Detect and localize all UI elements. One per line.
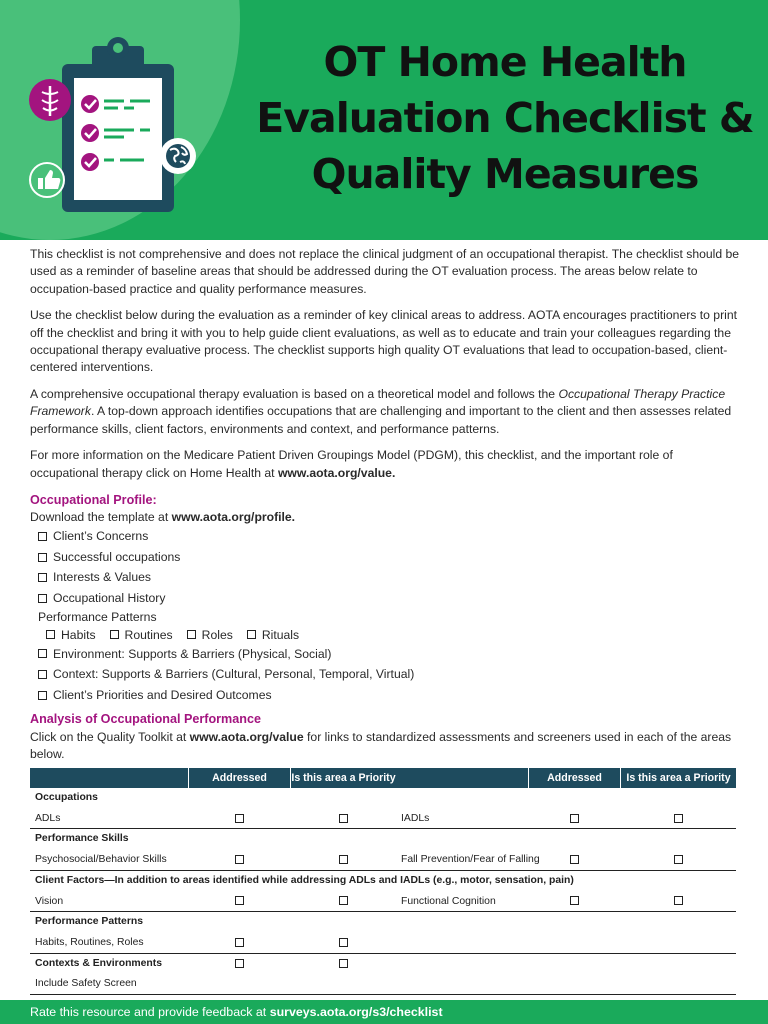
- performance-patterns-label: Performance Patterns: [38, 609, 157, 624]
- priority-cell: [290, 896, 396, 907]
- table-row: [30, 954, 736, 974]
- addressed-cell: [188, 813, 290, 824]
- checkbox[interactable]: [674, 855, 683, 864]
- footer-band: [0, 1000, 768, 1024]
- checkbox[interactable]: [235, 814, 244, 823]
- table-row: [30, 974, 736, 994]
- addressed-cell: [188, 958, 290, 969]
- priority-cell: [290, 937, 396, 948]
- framework-title: Occupational Therapy Practice Framework: [30, 387, 726, 419]
- section-title: Client Factors—In addition to areas identified while addressing ADLs and IADLs (e.g., motor, sensation, pain): [35, 874, 574, 886]
- checklist-label: Context: Supports & Barriers (Cultural, Personal, Temporal, Virtual): [53, 667, 415, 682]
- checklist-item[interactable]: [38, 567, 740, 588]
- checkbox[interactable]: [339, 959, 348, 968]
- checklist-item[interactable]: [38, 664, 740, 685]
- table-section: [30, 871, 736, 912]
- addressed-cell: [188, 896, 290, 907]
- profile-checklist: [38, 526, 740, 608]
- checkbox[interactable]: [339, 896, 348, 905]
- checkbox[interactable]: [110, 630, 119, 639]
- value-link[interactable]: www.aota.org/value.: [277, 465, 396, 480]
- header-illustration: [0, 0, 240, 240]
- title-line: Quality Measures: [311, 150, 699, 198]
- checklist-item[interactable]: [38, 644, 740, 665]
- column-header: Addressed: [188, 768, 290, 788]
- text: For more information on the Medicare Patient Driven Groupings Model (PDGM), this checklist, and the important role of occupational therapy click on Home Health at: [30, 448, 673, 480]
- checkbox[interactable]: [674, 814, 683, 823]
- profile-download: [30, 509, 740, 526]
- addressed-cell: [188, 854, 290, 865]
- checklist-item[interactable]: [38, 685, 740, 706]
- table-row: [30, 850, 736, 870]
- checklist-label: Environment: Supports & Barriers (Physical, Social): [53, 646, 332, 661]
- text: Click on the Quality Toolkit at: [30, 729, 190, 744]
- table-section: [30, 954, 736, 995]
- addressed-cell: [528, 896, 620, 907]
- checkbox[interactable]: [235, 855, 244, 864]
- table-row: [30, 808, 736, 828]
- evaluation-table: [30, 768, 736, 995]
- caduceus-icon: [29, 79, 71, 121]
- footer-text: Rate this resource and provide feedback at: [30, 1005, 270, 1019]
- text: Download the template at: [30, 509, 172, 524]
- globe-icon: [160, 138, 196, 174]
- toolkit-link[interactable]: www.aota.org/value: [189, 729, 304, 744]
- checkbox[interactable]: [38, 649, 47, 658]
- addressed-cell: [188, 937, 290, 948]
- priority-cell: [290, 958, 396, 969]
- checkmark-icon: [81, 95, 99, 171]
- pattern-label: Roles: [201, 627, 233, 642]
- section-title: Contexts & Environments: [35, 958, 163, 970]
- page-title: [250, 34, 760, 202]
- survey-link[interactable]: surveys.aota.org/s3/checklist: [269, 1005, 443, 1019]
- text: A comprehensive occupational therapy evaluation is based on a theoretical model and follows the: [30, 387, 559, 402]
- checklist-label: Occupational History: [53, 590, 166, 605]
- priority-cell: [620, 854, 736, 865]
- section-title: Performance Skills: [35, 833, 129, 845]
- profile-heading: Occupational Profile:: [30, 492, 157, 507]
- header-band: [0, 0, 768, 240]
- table-row: [30, 932, 736, 952]
- main-content: [30, 246, 740, 763]
- checkbox[interactable]: [38, 670, 47, 679]
- row-label: Psychosocial/Behavior Skills: [35, 854, 167, 866]
- table-section: [30, 788, 736, 829]
- priority-cell: [620, 896, 736, 907]
- row-label: Include Safety Screen: [35, 978, 137, 990]
- checkbox[interactable]: [38, 691, 47, 700]
- thumbs-up-icon: [30, 163, 64, 197]
- checkbox[interactable]: [235, 896, 244, 905]
- pattern-label: Habits: [61, 627, 96, 642]
- checkbox[interactable]: [38, 553, 47, 562]
- row-label: IADLs: [401, 812, 430, 824]
- checkbox[interactable]: [38, 532, 47, 541]
- pattern-option[interactable]: [247, 626, 299, 644]
- checklist-item[interactable]: [38, 547, 740, 568]
- checklist-label: Successful occupations: [53, 549, 181, 564]
- title-line: OT Home Health: [323, 38, 687, 86]
- column-header: [30, 768, 188, 788]
- title-line: Evaluation Checklist &: [256, 94, 754, 142]
- section-title: Performance Patterns: [35, 916, 143, 928]
- checklist-label: Interests & Values: [53, 570, 151, 585]
- intro-paragraph: Use the checklist below during the evaluation as a reminder of key clinical areas to address. AOTA encourages practitioners to print off the checklist and bring it with you to help guide client evaluations, as well as to educate and train your colleagues regarding the occupational therapy evaluative process. The checklist supports high quality OT evaluations that lead to occupation-based, client-centered interventions.: [30, 308, 738, 375]
- addressed-cell: [528, 813, 620, 824]
- profile-link[interactable]: www.aota.org/profile.: [171, 509, 296, 524]
- analysis-heading: Analysis of Occupational Performance: [30, 712, 261, 727]
- intro-paragraph: [30, 447, 740, 482]
- intro-paragraph: This checklist is not comprehensive and does not replace the clinical judgment of an occupational therapist. The checklist should be used as a reminder of baseline areas that should be addressed during the OT evaluation process. The areas below relate to occupation-based practice and quality performance measures.: [30, 247, 740, 296]
- checkbox[interactable]: [339, 814, 348, 823]
- pattern-option[interactable]: [46, 626, 96, 644]
- row-label: Functional Cognition: [401, 895, 496, 907]
- addressed-cell: [528, 854, 620, 865]
- intro-paragraph: [30, 386, 740, 438]
- checklist-item[interactable]: [38, 526, 740, 547]
- checkbox[interactable]: [570, 814, 579, 823]
- checkbox[interactable]: [235, 938, 244, 947]
- performance-patterns-options: [46, 626, 740, 644]
- checkbox[interactable]: [339, 938, 348, 947]
- pattern-label: Routines: [124, 627, 173, 642]
- column-header: Is this area a Priority: [290, 768, 396, 788]
- column-header: [396, 768, 528, 788]
- column-header: Is this area a Priority: [620, 768, 736, 788]
- checkbox[interactable]: [187, 630, 196, 639]
- analysis-text: [30, 729, 740, 764]
- pattern-option[interactable]: [187, 626, 233, 644]
- row-label: Habits, Routines, Roles: [35, 936, 144, 948]
- checkbox[interactable]: [235, 959, 244, 968]
- checkbox[interactable]: [339, 855, 348, 864]
- table-section: [30, 912, 736, 953]
- pattern-label: Rituals: [261, 627, 300, 642]
- checklist-label: Client’s Concerns: [53, 529, 149, 544]
- checkbox[interactable]: [570, 855, 579, 864]
- column-header: Addressed: [528, 768, 620, 788]
- checkbox[interactable]: [247, 630, 256, 639]
- priority-cell: [290, 813, 396, 824]
- row-label: Vision: [35, 895, 64, 907]
- priority-cell: [290, 854, 396, 865]
- table-row: [30, 891, 736, 911]
- profile-checklist-2: [38, 644, 740, 706]
- pattern-option[interactable]: [110, 626, 173, 644]
- text: for links to standardized assessments and screeners used in each of the areas below.: [30, 729, 732, 761]
- checkbox[interactable]: [38, 594, 47, 603]
- table-header: [30, 768, 736, 788]
- clipboard-icon: [62, 37, 174, 212]
- checkbox[interactable]: [674, 896, 683, 905]
- checkbox[interactable]: [46, 630, 55, 639]
- priority-cell: [620, 813, 736, 824]
- row-label: Fall Prevention/Fear of Falling: [401, 854, 540, 866]
- checkbox[interactable]: [570, 896, 579, 905]
- checklist-item[interactable]: [38, 588, 740, 609]
- table-section: [30, 829, 736, 870]
- checklist-label: Client’s Priorities and Desired Outcomes: [53, 687, 272, 702]
- checkbox[interactable]: [38, 573, 47, 582]
- section-title: Occupations: [35, 792, 98, 803]
- row-label: ADLs: [35, 812, 61, 824]
- text: . A top-down approach identifies occupations that are challenging and important to the client and then assesses related performance skills, client factors, environments and context, and performance patterns.: [30, 404, 732, 436]
